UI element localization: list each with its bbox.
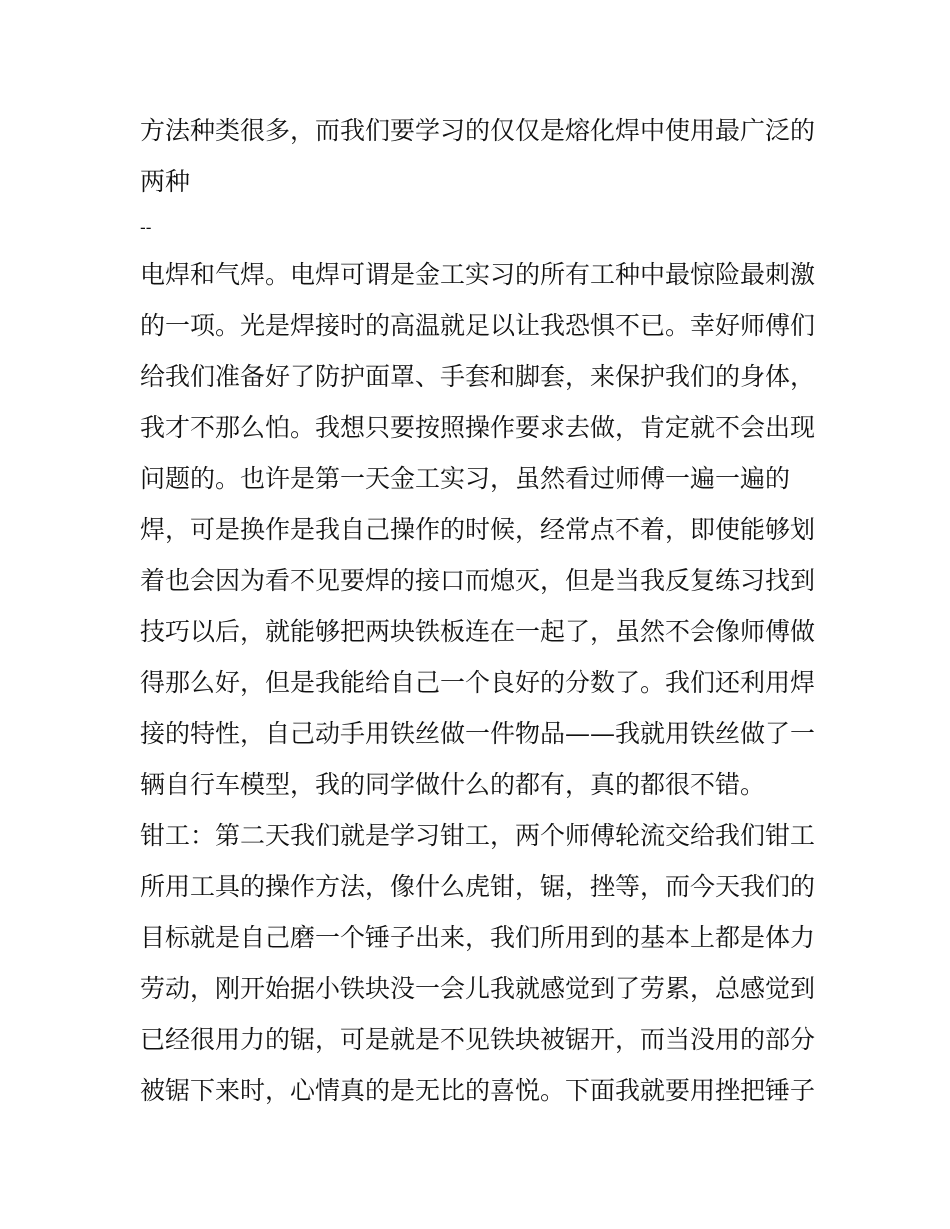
separator-line: -- bbox=[140, 218, 152, 238]
text-line: 已经很用力的锯，可是就是不见铁块被锯开，而当没用的部分 bbox=[140, 1025, 816, 1054]
text-line: 辆自行车模型，我的同学做什么的都有，真的都很不错。 bbox=[140, 770, 766, 799]
text-line: 焊，可是换作是我自己操作的时候，经常点不着，即使能够划 bbox=[140, 515, 816, 544]
body-text bbox=[140, 105, 820, 1116]
text-line: 接的特性，自己动手用铁丝做一件物品——我就用铁丝做了一 bbox=[140, 719, 816, 748]
text-line: 我才不那么怕。我想只要按照操作要求去做，肯定就不会出现 bbox=[140, 413, 816, 442]
text-line: 被锯下来时，心情真的是无比的喜悦。下面我就要用挫把锤子 bbox=[140, 1076, 816, 1105]
text-line: 技巧以后，就能够把两块铁板连在一起了，虽然不会像师傅做 bbox=[140, 617, 816, 646]
text-line: 给我们准备好了防护面罩、手套和脚套，来保护我们的身体， bbox=[140, 362, 816, 391]
text-line: 钳工：第二天我们就是学习钳工，两个师傅轮流交给我们钳工 bbox=[140, 821, 816, 850]
text-line: 两种 bbox=[140, 167, 191, 196]
text-line: 目标就是自己磨一个锤子出来，我们所用到的基本上都是体力 bbox=[140, 923, 816, 952]
text-line: 方法种类很多，而我们要学习的仅仅是熔化焊中使用最广泛的 bbox=[140, 116, 816, 145]
text-line: 着也会因为看不见要焊的接口而熄灭，但是当我反复练习找到 bbox=[140, 566, 816, 595]
text-line: 问题的。也许是第一天金工实习，虽然看过师傅一遍一遍的 bbox=[140, 464, 791, 493]
text-line: 电焊和气焊。电焊可谓是金工实习的所有工种中最惊险最刺激 bbox=[140, 260, 816, 289]
text-line: 的一项。光是焊接时的高温就足以让我恐惧不已。幸好师傅们 bbox=[140, 311, 816, 340]
text-line: 得那么好，但是我能给自己一个良好的分数了。我们还利用焊 bbox=[140, 668, 816, 697]
text-line: 劳动，刚开始据小铁块没一会儿我就感觉到了劳累，总感觉到 bbox=[140, 974, 816, 1003]
text-line: 所用工具的操作方法，像什么虎钳，锯，挫等，而今天我们的 bbox=[140, 872, 816, 901]
